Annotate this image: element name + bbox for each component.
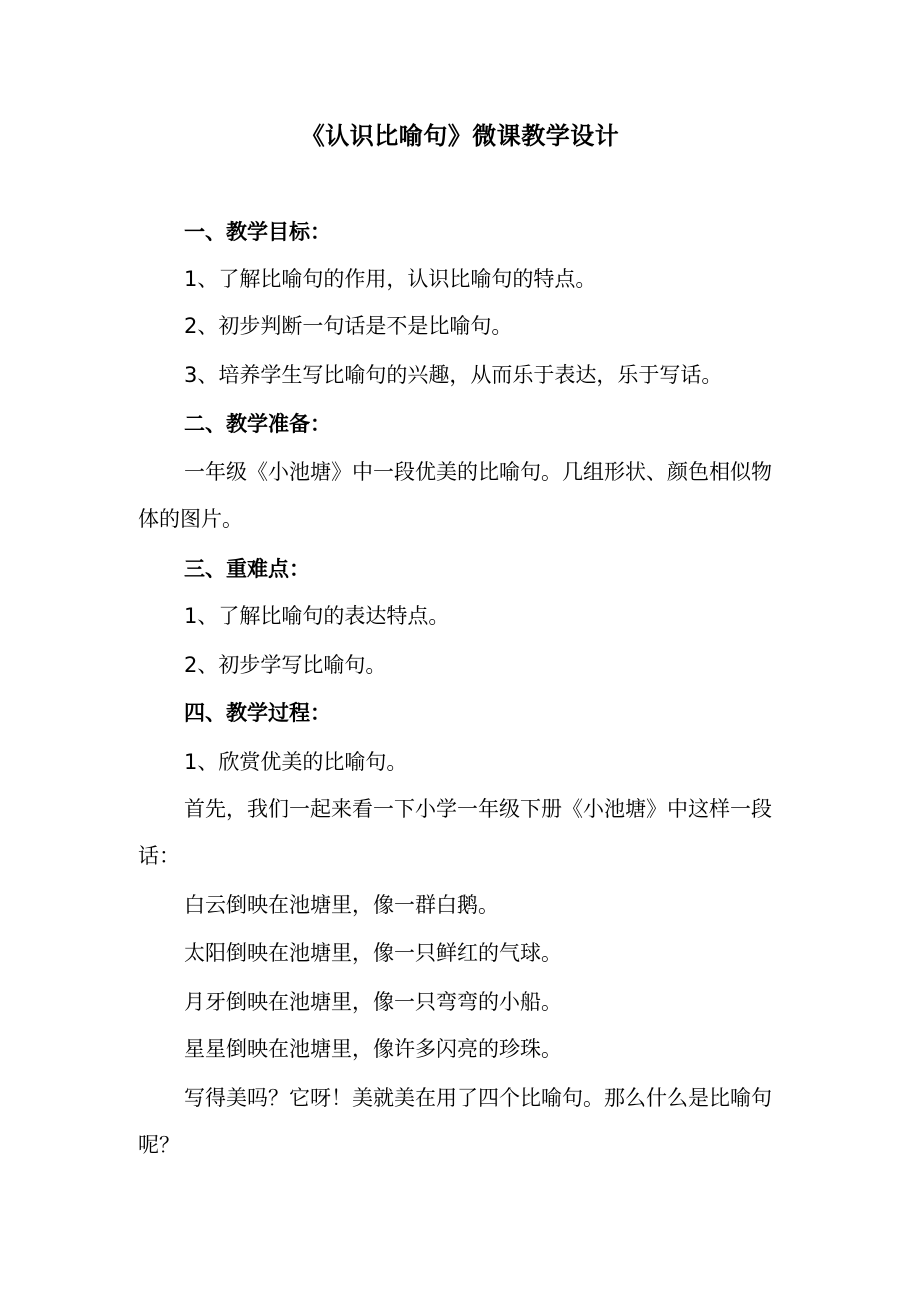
page-title: 《认识比喻句》微课教学设计	[300, 122, 620, 150]
poem-line: 白云倒映在池塘里，像一群白鹅。	[184, 893, 499, 917]
section-heading-objectives: 一、教学目标：	[184, 220, 331, 244]
objective-item: 3、培养学生写比喻句的兴趣，从而乐于表达，乐于写话。	[184, 363, 723, 387]
section-heading-process: 四、教学过程：	[184, 701, 331, 725]
poem-line: 星星倒映在池塘里，像许多闪亮的珍珠。	[184, 1037, 562, 1061]
poem-line: 太阳倒映在池塘里，像一只鲜红的气球。	[184, 941, 562, 965]
process-step: 1、欣赏优美的比喻句。	[184, 750, 408, 774]
objective-item: 1、了解比喻句的作用，认识比喻句的特点。	[184, 267, 597, 291]
closing-paragraph: 写得美吗？它呀！美就美在用了四个比喻句。那么什么是比喻句呢？	[138, 1086, 772, 1157]
poem-line: 月牙倒映在池塘里，像一只弯弯的小船。	[184, 990, 562, 1014]
section-heading-key-points: 三、重难点：	[184, 557, 310, 581]
preparation-paragraph: 一年级《小池塘》中一段优美的比喻句。几组形状、颜色相似物体的图片。	[138, 460, 772, 531]
section-heading-preparation: 二、教学准备：	[184, 412, 331, 436]
objective-item: 2、初步判断一句话是不是比喻句。	[184, 314, 513, 338]
key-point-item: 1、了解比喻句的表达特点。	[184, 604, 450, 628]
intro-paragraph: 首先，我们一起来看一下小学一年级下册《小池塘》中这样一段话：	[138, 797, 772, 868]
key-point-item: 2、初步学写比喻句。	[184, 653, 387, 677]
